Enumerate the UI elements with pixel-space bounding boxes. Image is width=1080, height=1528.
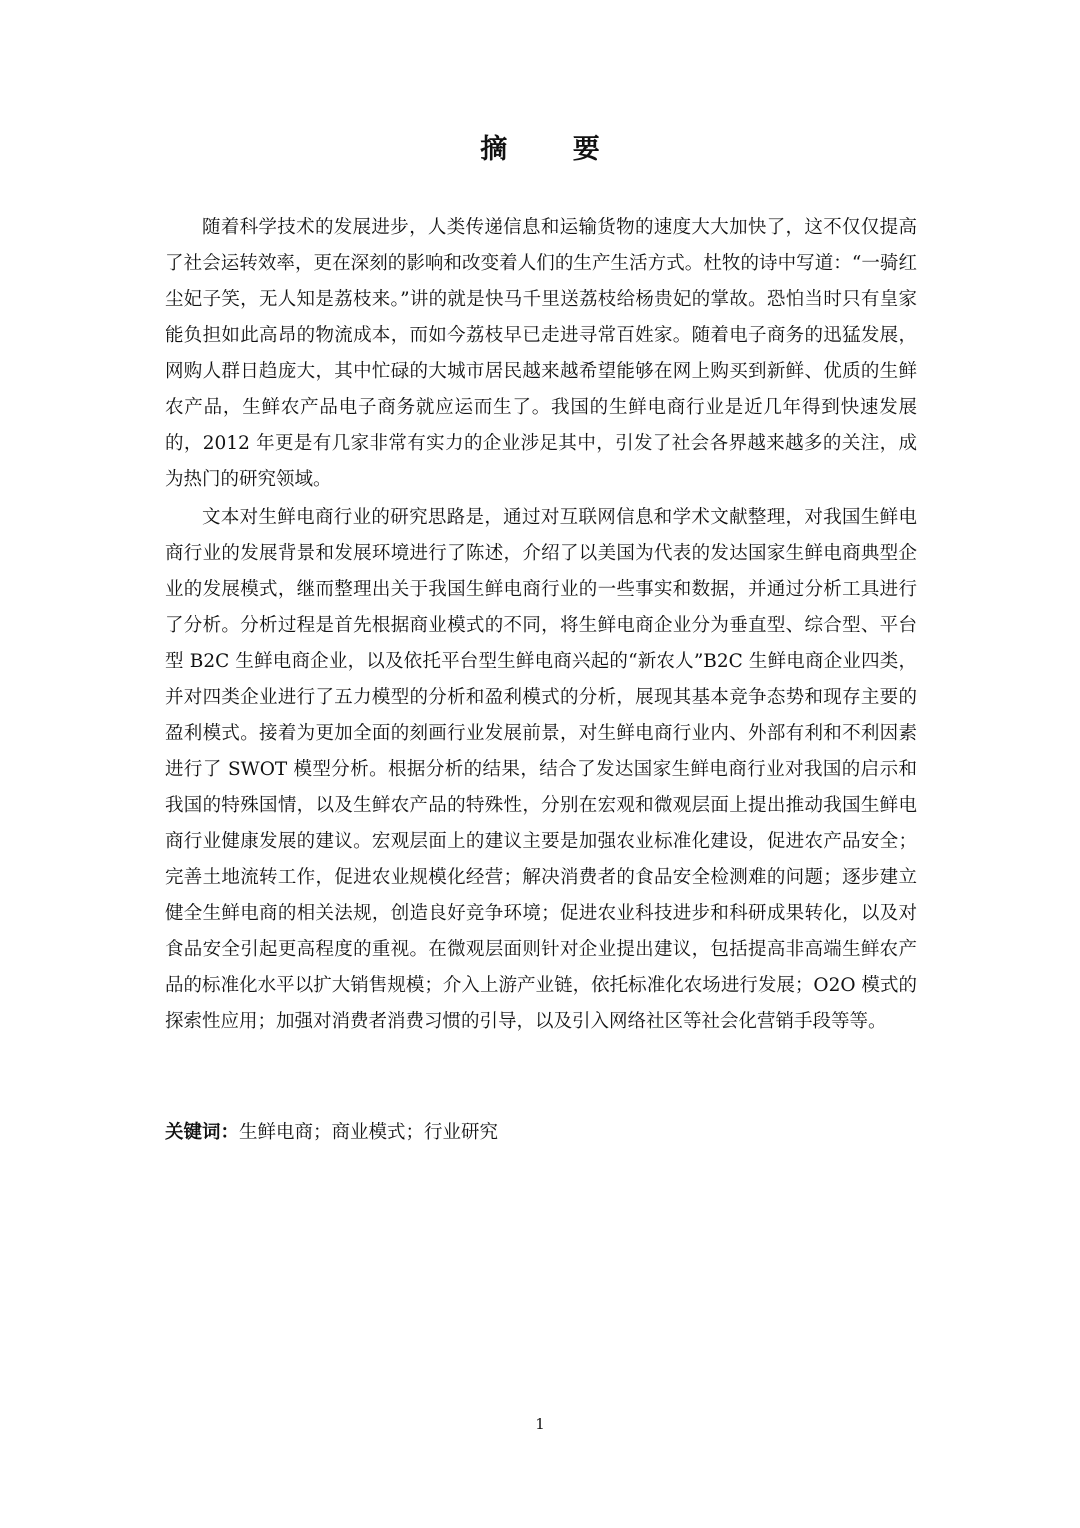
abstract-paragraph-2 bbox=[165, 500, 917, 1040]
paragraph-text: 文本对生鲜电商行业的研究思路是，通过对互联网信息和学术文献整理，对我国生鲜电商行业的发展背景和发展环境进行了陈述，介绍了以美国为代表的发达国家生鲜电商典型企业的发展模式，继而整理出关于我国生鲜电商行业的一些事实和数据，并通过分析工具进行了分析。分析过程是首先根据商业模式的不同，将生鲜电商企业分为垂直型、综合型、平台型 B2C 生鲜电商企业，以及依托平台型生鲜电商兴起的“新农人”B2C 生鲜电商企业四类，并对四类企业进行了五力模型的分析和盈利模式的分析，展现其基本竞争态势和现存主要的盈利模式。接着为更加全面的刻画行业发展前景，对生鲜电商行业内、外部有利和不利因素进行了 SWOT 模型分析。根据分析的结果，结合了发达国家生鲜电商行业对我国的启示和我国的特殊国情，以及生鲜农产品的特殊性，分别在宏观和微观层面上提出推动我国生鲜电商行业健康发展的建议。宏观层面上的建议主要是加强农业标准化建设，促进农产品安全；完善土地流转工作，促进农业规模化经营；解决消费者的食品安全检测难的问题；逐步建立健全生鲜电商的相关法规，创造良好竞争环境；促进农业科技进步和科研成果转化，以及对食品安全引起更高程度的重视。在微观层面则针对企业提出建议，包括提高非高端生鲜农产品的标准化水平以扩大销售规模；介入上游产业链，依托标准化农场进行发展；O2O 模式的探索性应用；加强对消费者消费习惯的引导，以及引入网络社区等社会化营销手段等等。 bbox=[165, 507, 917, 1032]
keywords-line bbox=[165, 1117, 917, 1149]
page-title: 摘 要 bbox=[480, 134, 628, 165]
page-number: 1 bbox=[535, 1415, 545, 1433]
abstract-paragraph-1 bbox=[165, 210, 917, 498]
paragraph-text: 随着科学技术的发展进步，人类传递信息和运输货物的速度大大加快了，这不仅仅提高了社会运转效率，更在深刻的影响和改变着人们的生产生活方式。杜牧的诗中写道：“一骑红尘妃子笑，无人知是荔枝来。”讲的就是快马千里送荔枝给杨贵妃的掌故。恐怕当时只有皇家能负担如此高昂的物流成本，而如今荔枝早已走进寻常百姓家。随着电子商务的迅猛发展，网购人群日趋庞大，其中忙碌的大城市居民越来越希望能够在网上购买到新鲜、优质的生鲜农产品，生鲜农产品电子商务就应运而生了。我国的生鲜电商行业是近几年得到快速发展的，2012 年更是有几家非常有实力的企业涉足其中，引发了社会各界越来越多的关注，成为热门的研究领域。 bbox=[165, 217, 917, 490]
keywords-label: 关键词： bbox=[165, 1122, 240, 1143]
keywords-value: 生鲜电商；商业模式；行业研究 bbox=[239, 1122, 499, 1143]
